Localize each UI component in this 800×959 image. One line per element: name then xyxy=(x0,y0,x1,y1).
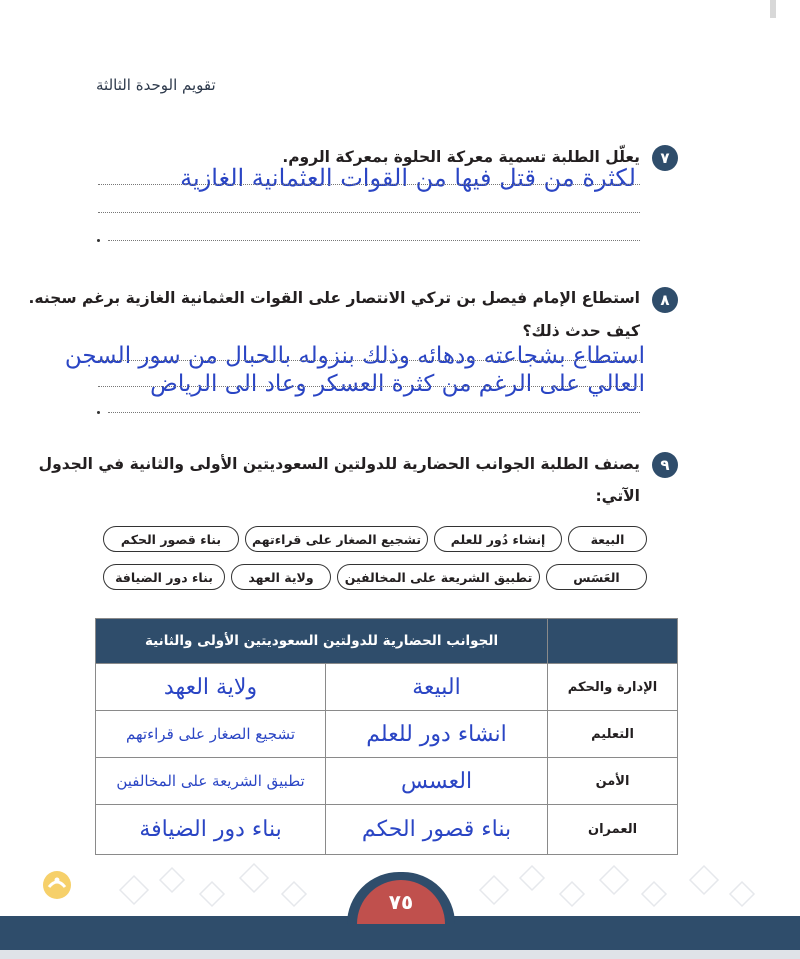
table-header-side xyxy=(548,619,678,664)
option-pill: إنشاء دُور للعلم xyxy=(434,526,562,552)
line-end-dot xyxy=(97,411,100,414)
corner-mark xyxy=(770,0,776,18)
answer-line-6 xyxy=(108,412,640,413)
row-label: الأمن xyxy=(548,758,678,805)
row-label: الإدارة والحكم xyxy=(548,664,678,711)
option-pill: تشجيع الصغار على قراءتهم xyxy=(245,526,428,552)
table-header-row xyxy=(96,619,678,664)
option-pill: ولاية العهد xyxy=(231,564,331,590)
answer-line-4 xyxy=(98,360,640,361)
table-row xyxy=(96,758,678,805)
table-cell: تشجيع الصغار على قراءتهم xyxy=(96,711,326,758)
answer-line-3 xyxy=(108,240,640,241)
question-8-subquestion: كيف حدث ذلك؟ xyxy=(522,322,640,340)
table-cell: انشاء دور للعلم xyxy=(326,711,548,758)
answer-line-5 xyxy=(98,386,640,387)
row-label: التعليم xyxy=(548,711,678,758)
table-row xyxy=(96,711,678,758)
table-cell: بناء قصور الحكم xyxy=(326,805,548,855)
table-cell: البيعة xyxy=(326,664,548,711)
row-label: العمران xyxy=(548,805,678,855)
option-pill: العَسَس xyxy=(546,564,647,590)
question-7-number: ٧ xyxy=(652,145,678,171)
option-pill: بناء قصور الحكم xyxy=(103,526,239,552)
option-pill: بناء دور الضيافة xyxy=(103,564,225,590)
question-7-answer: لكثرة من قتل فيها من القوات العثمانية الغازية xyxy=(180,164,636,192)
table-cell: تطبيق الشريعة على المخالفين xyxy=(96,758,326,805)
question-8-text: استطاع الإمام فيصل بن تركي الانتصار على القوات العثمانية الغازية برغم سجنه. xyxy=(28,289,640,307)
classification-table xyxy=(95,618,678,855)
option-pill: تطبيق الشريعة على المخالفين xyxy=(337,564,540,590)
answer-line-2 xyxy=(98,212,640,213)
question-9-text: يصنف الطلبة الجوانب الحضارية للدولتين السعوديتين الأولى والثانية في الجدول xyxy=(38,455,640,473)
unit-title: تقويم الوحدة الثالثة xyxy=(96,76,216,94)
table-cell: ولاية العهد xyxy=(96,664,326,711)
table-row xyxy=(96,664,678,711)
question-9-number: ٩ xyxy=(652,452,678,478)
question-8-number: ٨ xyxy=(652,287,678,313)
question-9-text-continued: الآتي: xyxy=(595,487,640,505)
option-pill: البيعة xyxy=(568,526,647,552)
question-7-text: يعلّل الطلبة تسمية معركة الحلوة بمعركة الروم. xyxy=(282,148,640,166)
table-cell: العسس xyxy=(326,758,548,805)
answer-line-1 xyxy=(98,184,640,185)
line-end-dot xyxy=(97,239,100,242)
page-number: ٧٥ xyxy=(357,880,445,924)
table-row xyxy=(96,805,678,855)
question-8-answer-line1: استطاع بشجاعته ودهائه وذلك بنزوله بالحبال من سور السجن xyxy=(64,343,645,369)
question-8-answer-line2: العالي على الرغم من كثرة العسكر وعاد الى الرياض xyxy=(150,371,645,397)
footer-strip xyxy=(0,950,800,959)
table-cell: بناء دور الضيافة xyxy=(96,805,326,855)
publisher-logo-icon xyxy=(40,868,74,902)
table-header: الجوانب الحضارية للدولتين السعوديتين الأولى والثانية xyxy=(96,619,548,664)
